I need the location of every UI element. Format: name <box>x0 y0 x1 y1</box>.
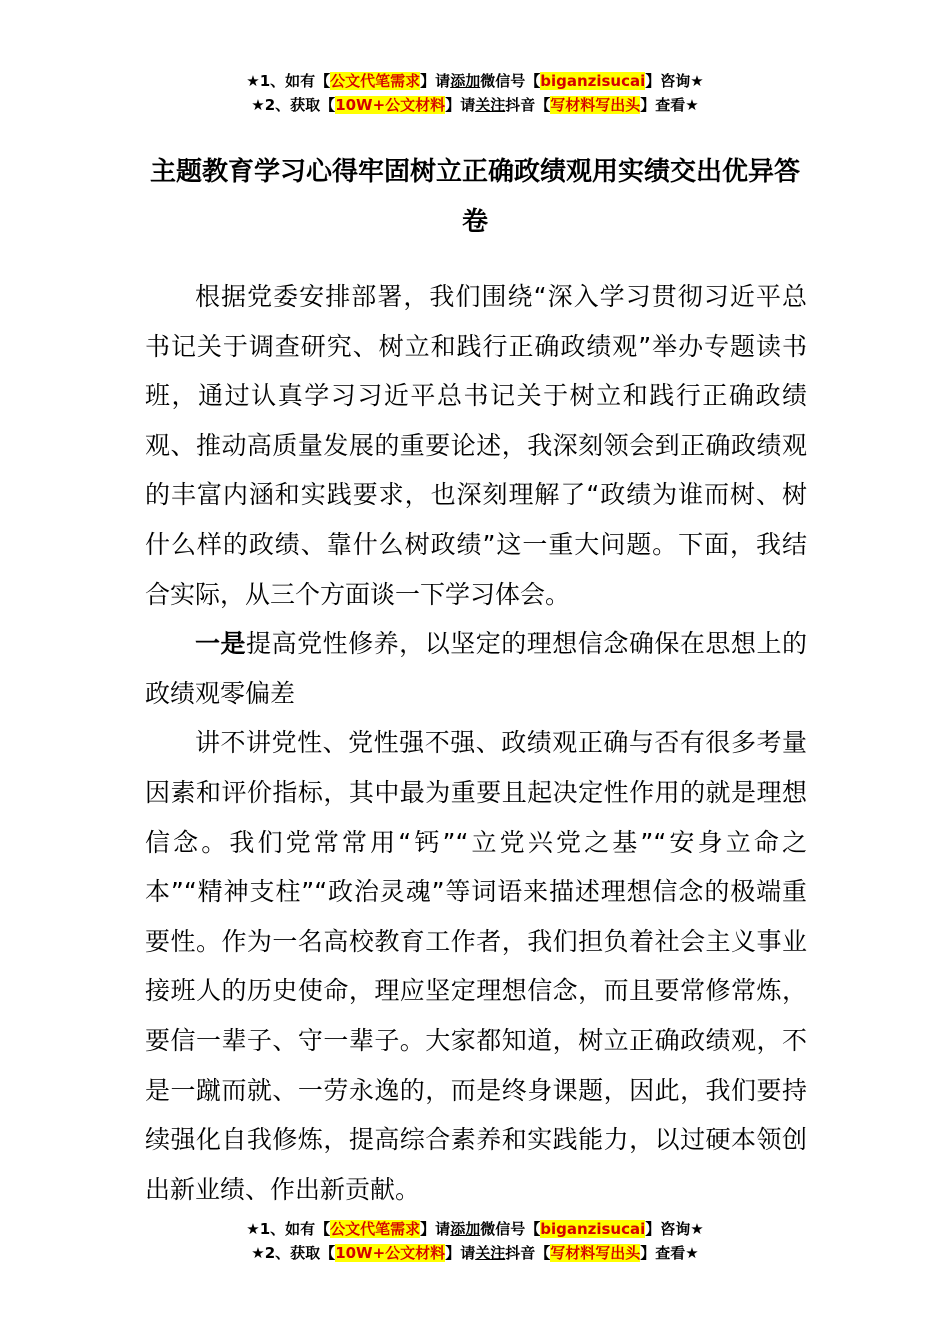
promo-line-1 <box>0 1217 950 1241</box>
promo-header <box>0 69 950 117</box>
promo-text: ★1、如有【 <box>246 1220 331 1238</box>
underlined-word: 关注 <box>475 1244 506 1262</box>
underlined-word: 添加 <box>450 72 481 90</box>
promo-text: 抖音【 <box>505 1244 551 1262</box>
highlight-wechat-id: biganzisucai <box>540 72 646 90</box>
highlight-materials: 10W+公文材料 <box>335 96 446 114</box>
promo-text: 】查看★ <box>640 96 699 114</box>
promo-text: 】咨询★ <box>645 1220 704 1238</box>
underlined-word: 添加 <box>450 1220 481 1238</box>
promo-text: ★2、获取【 <box>251 96 336 114</box>
section-lead: 一是 <box>195 629 247 659</box>
document-body <box>145 272 807 1214</box>
promo-text: 】咨询★ <box>645 72 704 90</box>
highlight-wechat-id: biganzisucai <box>540 1220 646 1238</box>
highlight-materials: 10W+公文材料 <box>335 1244 446 1262</box>
promo-footer <box>0 1217 950 1265</box>
document-title: 主题教育学习心得牢固树立正确政绩观用实绩交出优异答卷 <box>149 157 800 237</box>
promo-line-2 <box>0 93 950 117</box>
promo-text: 】请 <box>445 96 476 114</box>
paragraph-section-one-body: 讲不讲党性、党性强不强、政绩观正确与否有很多考量因素和评价指标，其中最为重要且起决定性作用的就是理想信念。我们党常常用“钙”“立党兴党之基”“安身立命之本”“精神支柱”“政治灵魂”等词语来描述理想信念的极端重要性。作为一名高校教育工作者，我们担负着社会主义事业接班人的历史使命，理应坚定理想信念，而且要常修常炼，要信一辈子、守一辈子。大家都知道，树立正确政绩观，不是一蹴而就、一劳永逸的，而是终身课题，因此，我们要持续强化自我修炼，提高综合素养和实践能力，以过硬本领创出新业绩、作出新贡献。 <box>145 728 807 1204</box>
paragraph-intro: 根据党委安排部署，我们围绕“深入学习贯彻习近平总书记关于调查研究、树立和践行正确政绩观”举办专题读书班，通过认真学习习近平总书记关于树立和践行正确政绩观、推动高质量发展的重要论述，我深刻领会到正确政绩观的丰富内涵和实践要求，也深刻理解了“政绩为谁而树、树什么样的政绩、靠什么树政绩”这一重大问题。下面，我结合实际，从三个方面谈一下学习体会。 <box>145 282 807 609</box>
paragraph-section-one-heading <box>145 619 807 718</box>
underlined-word: 关注 <box>475 96 506 114</box>
highlight-douyin-id: 写材料写出头 <box>550 1244 641 1262</box>
section-heading-text: 提高党性修养，以坚定的理想信念确保在思想上的政绩观零偏差 <box>145 629 807 708</box>
promo-text: 】请 <box>445 1244 476 1262</box>
promo-text: 】查看★ <box>640 1244 699 1262</box>
promo-line-2 <box>0 1241 950 1265</box>
highlight-service: 公文代笔需求 <box>330 72 421 90</box>
promo-text: 抖音【 <box>505 96 551 114</box>
promo-text: 微信号【 <box>480 1220 541 1238</box>
promo-text: 】请 <box>420 72 451 90</box>
promo-text: ★1、如有【 <box>246 72 331 90</box>
promo-text: ★2、获取【 <box>251 1244 336 1262</box>
promo-text: 微信号【 <box>480 72 541 90</box>
highlight-douyin-id: 写材料写出头 <box>550 96 641 114</box>
promo-text: 】请 <box>420 1220 451 1238</box>
highlight-service: 公文代笔需求 <box>330 1220 421 1238</box>
promo-line-1 <box>0 69 950 93</box>
